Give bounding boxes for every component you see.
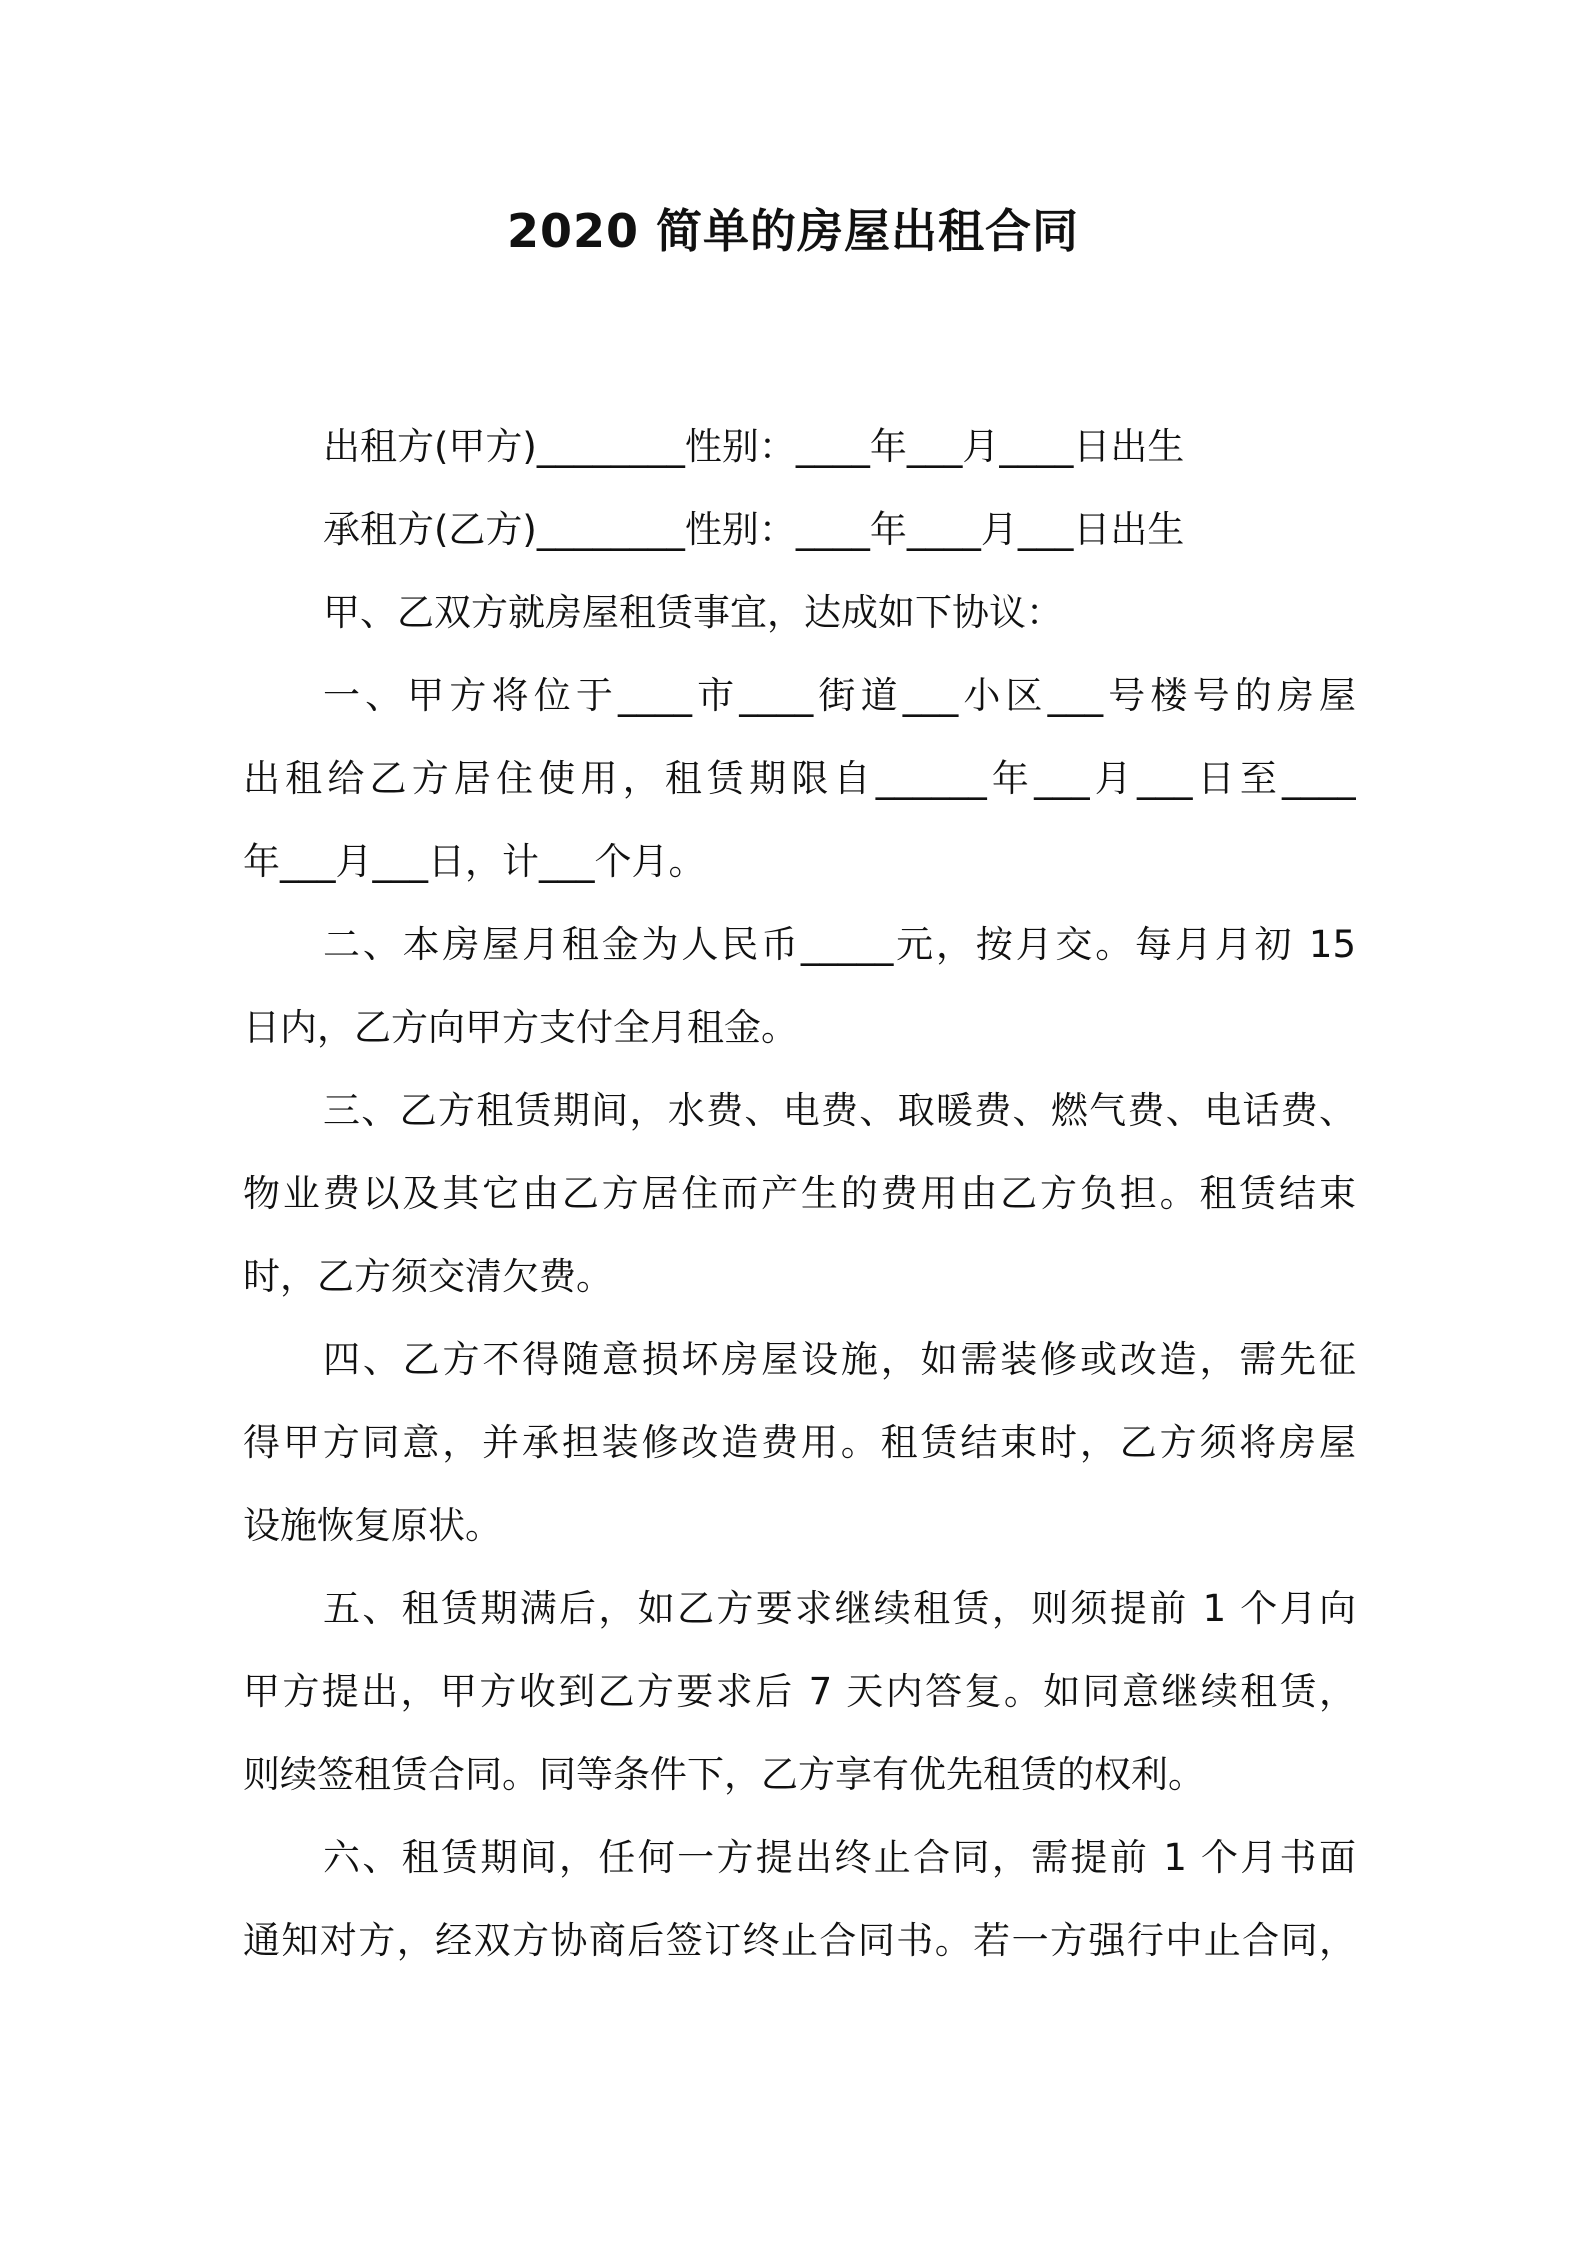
document-title: 2020 简单的房屋出租合同 [506, 204, 1080, 258]
clause-3-line-3: 时，乙方须交清欠费。 [243, 1255, 613, 1298]
clause-4-line-3: 设施恢复原状。 [243, 1504, 502, 1547]
clause-1-line-1: 一、甲方将位于____市____街道___小区___号楼号的房屋 [323, 674, 1356, 717]
clause-5-line-2: 甲方提出，甲方收到乙方要求后 7 天内答复。如同意继续租赁， [243, 1670, 1356, 1713]
clause-3-line-2: 物业费以及其它由乙方居住而产生的费用由乙方负担。租赁结束 [243, 1172, 1356, 1215]
clause-1-line-2: 出租给乙方居住使用，租赁期限自______年___月___日至____ [243, 757, 1356, 800]
clause-6-line-1: 六、租赁期间，任何一方提出终止合同，需提前 1 个月书面 [323, 1836, 1356, 1879]
clause-4-line-1: 四、乙方不得随意损坏房屋设施，如需装修或改造，需先征 [323, 1338, 1356, 1381]
clause-1-line-3: 年___月___日，计___个月。 [243, 840, 706, 883]
clause-6-line-2: 通知对方，经双方协商后签订终止合同书。若一方强行中止合同， [243, 1919, 1356, 1962]
clause-4-line-2: 得甲方同意，并承担装修改造费用。租赁结束时，乙方须将房屋 [243, 1421, 1356, 1464]
lessee-info-line: 承租方(乙方)________性别：____年____月___日出生 [323, 508, 1185, 551]
clause-5-line-3: 则续签租赁合同。同等条件下，乙方享有优先租赁的权利。 [243, 1753, 1205, 1796]
clause-2-line-1: 二、本房屋月租金为人民币_____元，按月交。每月月初 15 [323, 923, 1356, 966]
document-body [243, 405, 1356, 1982]
lessor-info-line: 出租方(甲方)________性别：____年___月____日出生 [323, 425, 1185, 468]
clause-2-line-2: 日内，乙方向甲方支付全月租金。 [243, 1006, 798, 1049]
agreement-intro-line: 甲、乙双方就房屋租赁事宜，达成如下协议： [323, 591, 1063, 634]
clause-3-line-1: 三、乙方租赁期间，水费、电费、取暖费、燃气费、电话费、 [323, 1089, 1356, 1132]
clause-5-line-1: 五、租赁期满后，如乙方要求继续租赁，则须提前 1 个月向 [323, 1587, 1356, 1630]
